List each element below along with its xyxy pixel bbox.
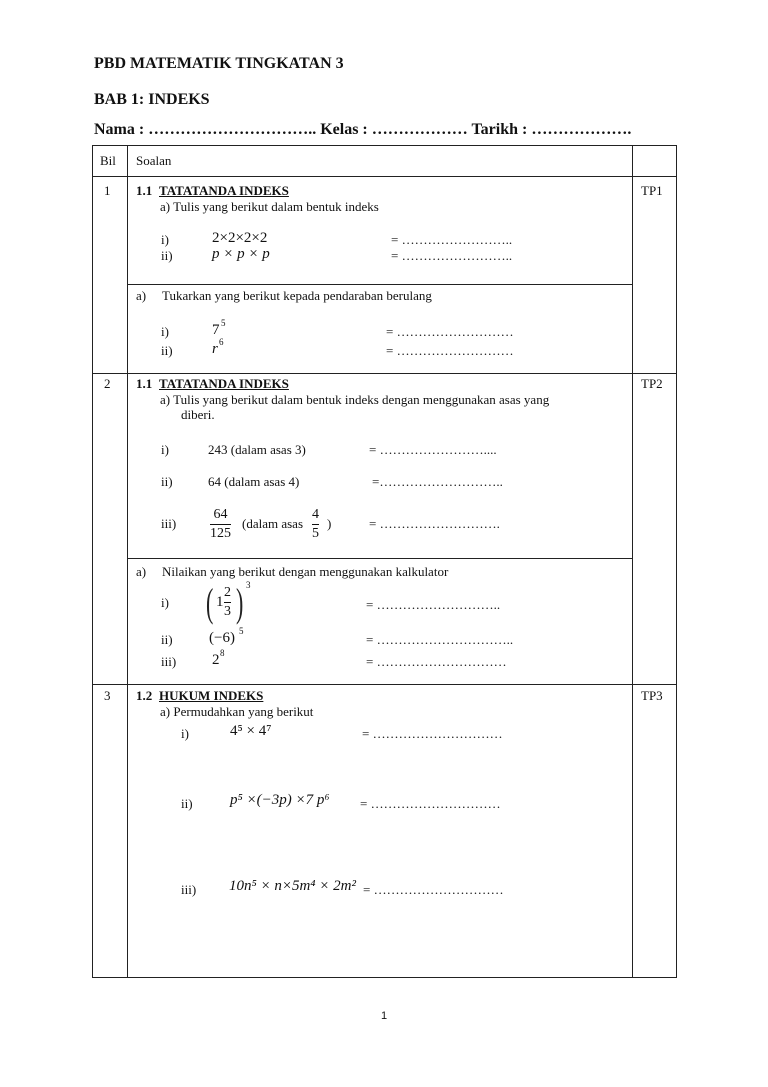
q2-b-ii-base: (−6): [209, 630, 235, 646]
q3-ii-label: ii): [181, 796, 193, 811]
q3-tp: TP3: [641, 688, 663, 703]
q2-bil: 2: [104, 376, 111, 391]
q2-i-label: i): [161, 442, 169, 457]
q2-ii-expression: 64 (dalam asas 4): [208, 474, 300, 489]
document-title: PBD MATEMATIK TINGKATAN 3: [94, 55, 344, 72]
q1-bil: 1: [104, 183, 111, 198]
chapter-title: BAB 1: INDEKS: [94, 91, 210, 108]
q1-b-ii-base: r: [212, 341, 218, 357]
q3-i-label: i): [181, 726, 189, 741]
q1-b-i-base: 7: [212, 322, 220, 338]
q3-i-expression: 4⁵ × 4⁷: [230, 723, 272, 739]
q3-iii-expression: 10n⁵ × n×5m⁴ × 2m²: [229, 878, 356, 894]
q1-b-i-answer: = ………………………: [386, 324, 514, 339]
q2-iii-answer: = ……………………….: [369, 516, 500, 531]
q2-topic: TATATANDA INDEKS: [159, 376, 289, 391]
q3-i-answer: = …………………………: [362, 726, 503, 741]
q3-bil: 3: [104, 688, 111, 703]
q2-iii-base-denominator: 5: [312, 526, 319, 541]
q2-part-a-line1: a) Tulis yang berikut dalam bentuk indeks dengan menggunakan asas yang: [160, 392, 550, 407]
q2-b-i-numerator: 2: [224, 585, 231, 600]
q1-i-label: i): [161, 232, 169, 247]
q2-iii-close-paren: ): [327, 516, 332, 531]
column-header-soalan: Soalan: [136, 153, 172, 168]
student-info-line: Nama : ………………………….. Kelas : ……………… Tarikh : ……………….: [94, 121, 632, 138]
q3-ii-answer: = …………………………: [360, 796, 501, 811]
left-paren-icon: (: [205, 580, 214, 625]
q1-tp: TP1: [641, 183, 663, 198]
q2-b-iii-label: iii): [161, 654, 177, 669]
q2-b-ii-label: ii): [161, 632, 173, 647]
q3-topic-number: 1.2: [136, 688, 153, 703]
q3-ii-expression: p⁵ ×(−3p) ×7 p⁶: [230, 792, 330, 808]
q3-iii-label: iii): [181, 882, 197, 897]
q2-tp: TP2: [641, 376, 663, 391]
q2-part-b: Nilaikan yang berikut dengan menggunakan kalkulator: [162, 564, 449, 579]
q2-ii-label: ii): [161, 474, 173, 489]
q2-b-i-denominator: 3: [224, 604, 231, 619]
column-header-bil: Bil: [100, 153, 116, 168]
q2-i-answer: = ……………………....: [369, 442, 497, 457]
q2-b-ii-exponent: 5: [239, 626, 244, 636]
q2-b-i-exponent: 3: [246, 580, 251, 590]
q1-part-a: a) Tulis yang berikut dalam bentuk indeks: [160, 199, 379, 214]
q1-ii-answer: = ……………………..: [391, 248, 513, 263]
q1-part-b: Tukarkan yang berikut kepada pendaraban berulang: [162, 288, 432, 303]
q2-b-i-answer: = ………………………..: [366, 597, 501, 612]
q1-b-ii-answer: = ………………………: [386, 343, 514, 358]
q2-ii-answer: =………………………..: [372, 474, 503, 489]
q2-part-b-label: a): [136, 564, 147, 579]
q1-ii-expression: p × p × p: [212, 246, 270, 262]
right-paren-icon: ): [235, 580, 244, 625]
q1-i-answer: = ……………………..: [391, 232, 513, 247]
q2-iii-denominator: 125: [210, 526, 231, 541]
q2-topic-number: 1.1: [136, 376, 153, 391]
page-number: 1: [381, 1010, 388, 1022]
q3-part-a: a) Permudahkan yang berikut: [160, 704, 314, 719]
q2-b-iii-base: 2: [212, 652, 220, 668]
q1-b-ii-label: ii): [161, 343, 173, 358]
q2-iii-label: iii): [161, 516, 177, 531]
q2-b-ii-answer: = …………………………..: [366, 632, 514, 647]
q2-iii-numerator: 64: [213, 507, 228, 522]
q1-topic-number: 1.1: [136, 183, 153, 198]
q2-b-i-fraction: [224, 585, 231, 620]
q3-topic: HUKUM INDEKS: [159, 688, 264, 703]
q1-b-ii-exponent: 6: [219, 337, 224, 347]
q1-topic: TATATANDA INDEKS: [159, 183, 289, 198]
q2-b-i-whole: 1: [216, 594, 224, 610]
q1-b-i-exponent: 5: [221, 318, 226, 328]
q2-iii-base-numerator: 4: [312, 507, 319, 522]
q1-ii-label: ii): [161, 248, 173, 263]
q2-iii-fraction: [210, 507, 231, 542]
q2-i-expression: 243 (dalam asas 3): [208, 442, 306, 457]
q2-b-iii-exponent: 8: [220, 648, 225, 658]
q2-b-i-label: i): [161, 595, 169, 610]
q1-b-i-label: i): [161, 324, 169, 339]
q2-iii-base-text: (dalam asas: [242, 516, 304, 531]
q2-b-iii-answer: = …………………………: [366, 654, 507, 669]
q2-iii-base-fraction: [312, 507, 319, 542]
q1-i-expression: 2×2×2×2: [212, 230, 268, 246]
q1-part-b-label: a): [136, 288, 147, 303]
q3-iii-answer: = …………………………: [363, 882, 504, 897]
q2-part-a-line2: diberi.: [181, 407, 215, 422]
